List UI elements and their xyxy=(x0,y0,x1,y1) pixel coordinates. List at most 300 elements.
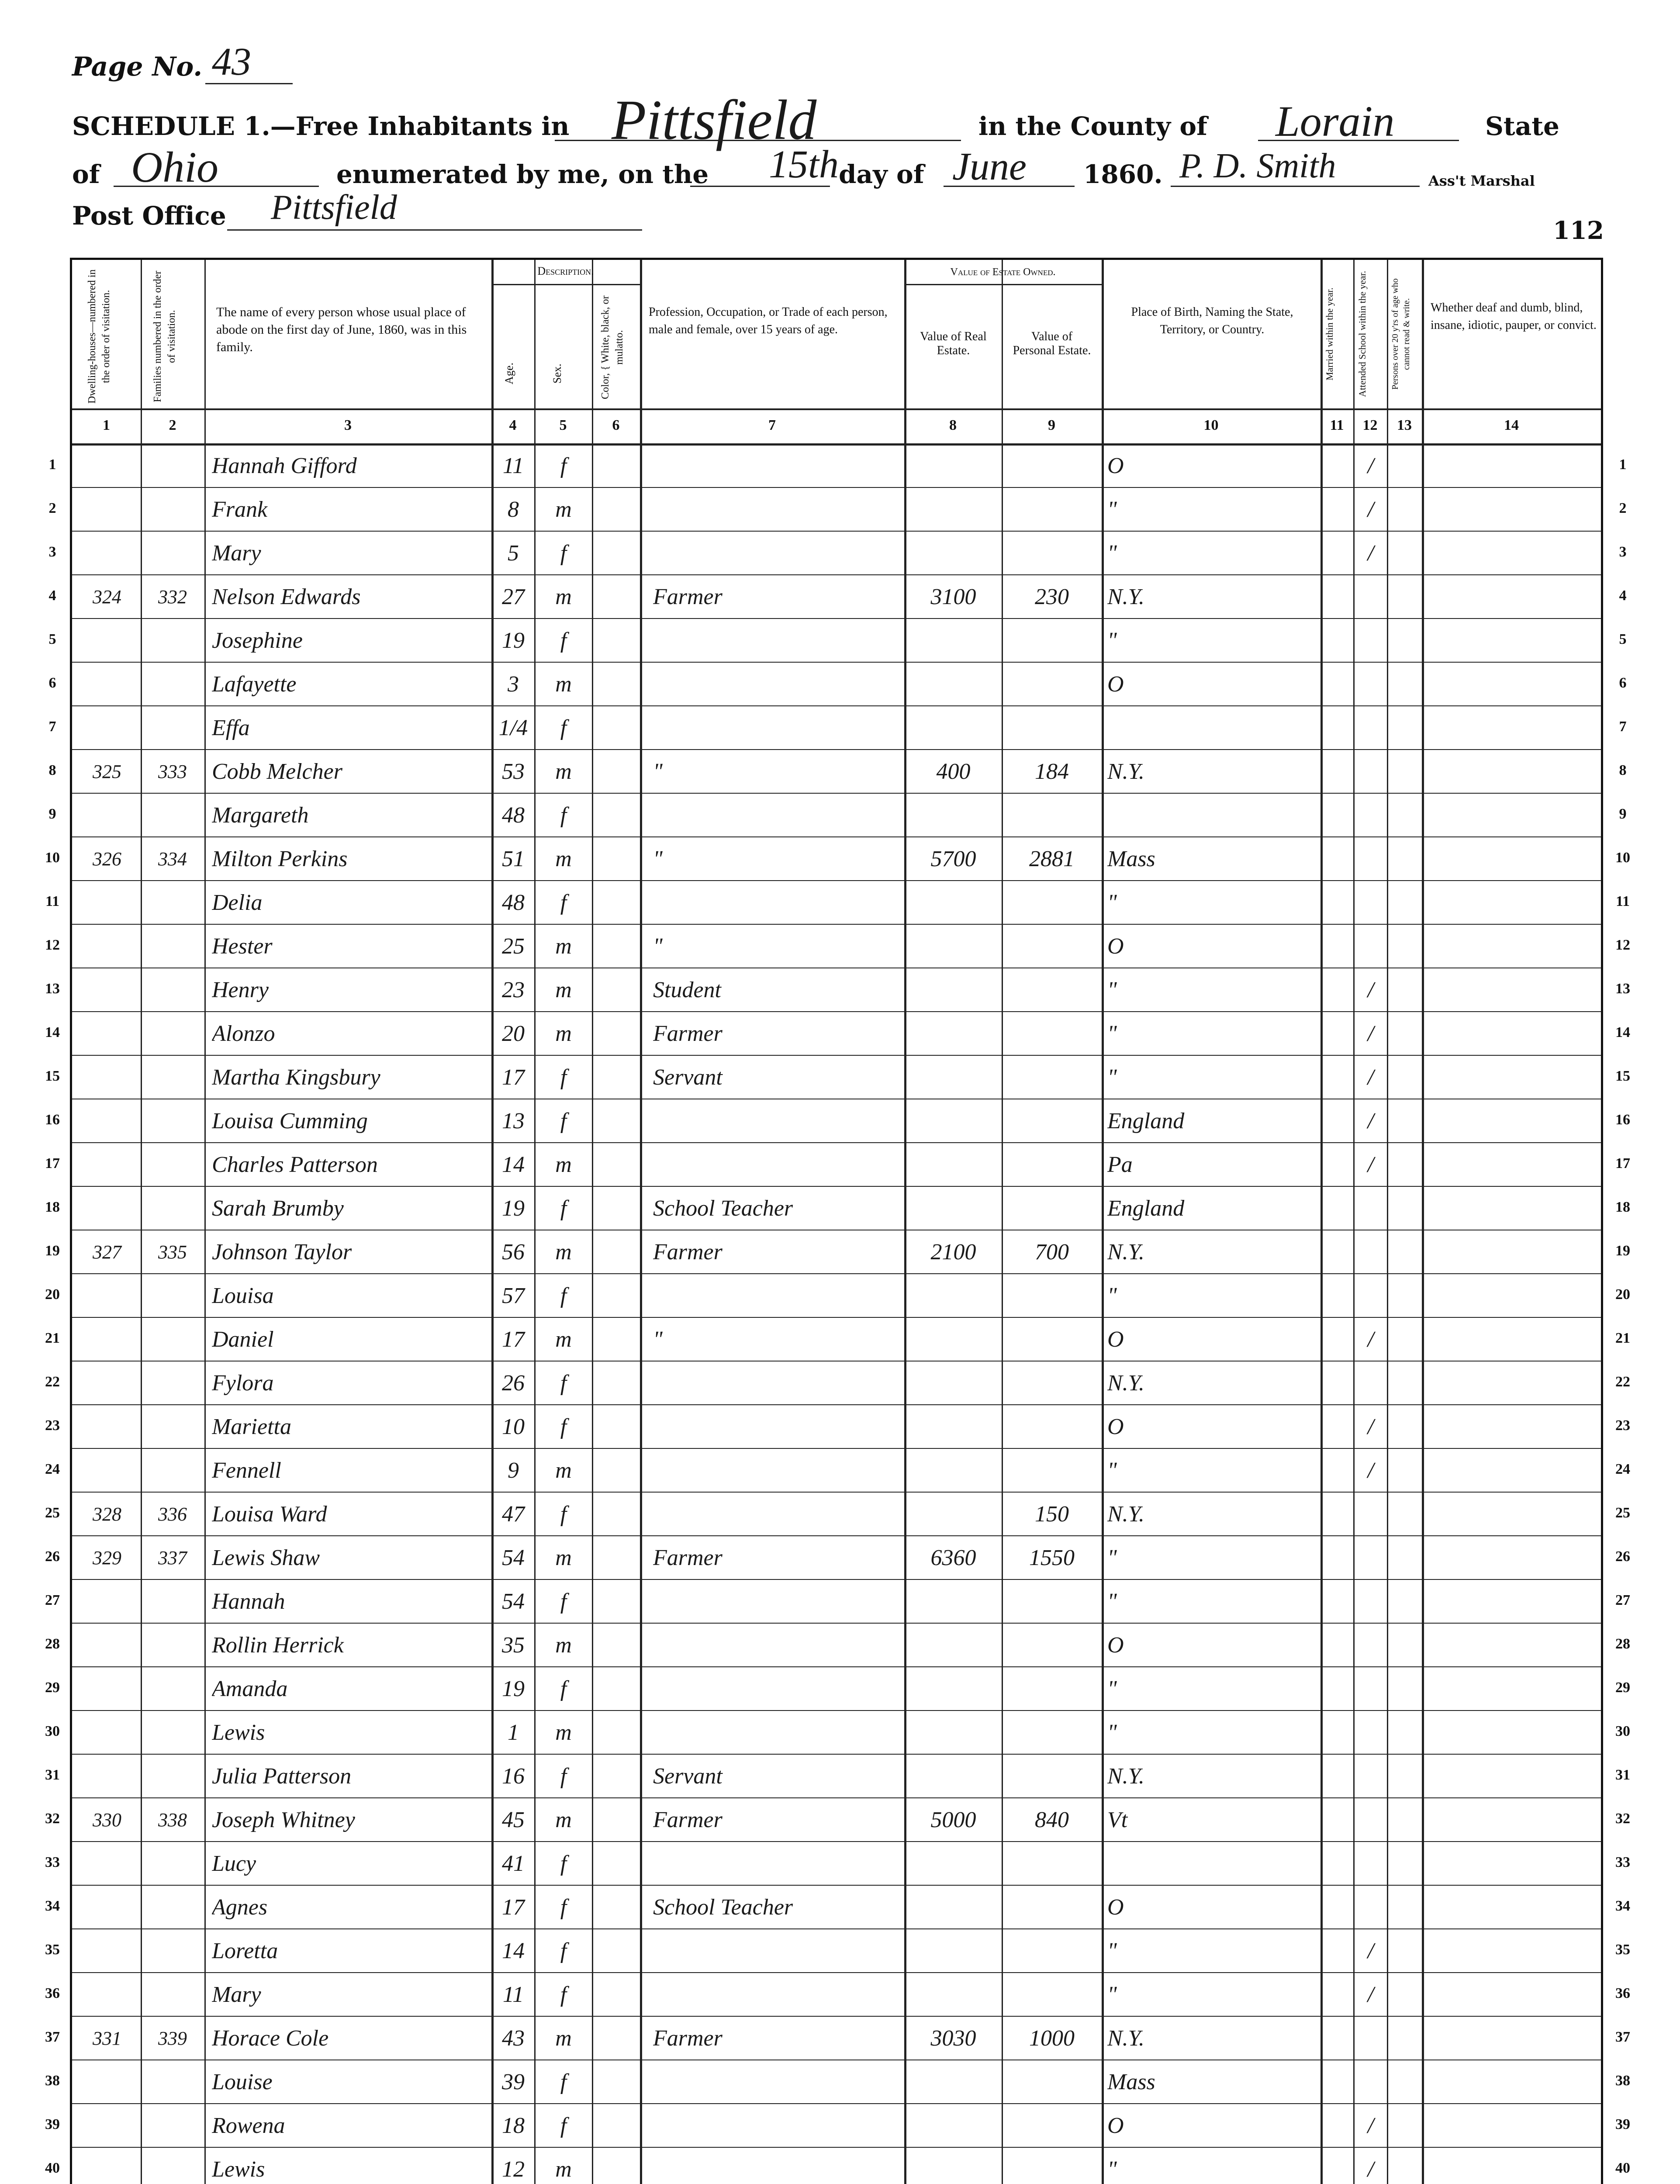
row-separator xyxy=(72,793,1601,794)
row-number-left: 4 xyxy=(48,587,56,604)
sex-value: f xyxy=(560,1065,567,1090)
page-number-underline xyxy=(205,83,293,84)
sex-value: m xyxy=(555,1327,572,1352)
family-number: 338 xyxy=(158,1809,187,1831)
row-separator xyxy=(72,1273,1601,1274)
dwelling-number: 324 xyxy=(93,586,121,608)
dwelling-number: 325 xyxy=(93,761,121,782)
row-number-right: 11 xyxy=(1615,893,1630,909)
occupation-value: Farmer xyxy=(653,2026,722,2051)
birthplace-value: O xyxy=(1107,1633,1124,1658)
person-name: Lafayette xyxy=(212,672,297,697)
sex-value: m xyxy=(555,1152,572,1177)
row-number-right: 17 xyxy=(1615,1155,1630,1171)
dwelling-number: 327 xyxy=(93,1241,121,1263)
header-value-estate: Value of Estate Owned. xyxy=(950,266,1056,278)
occupation-value: Student xyxy=(653,978,721,1002)
school-mark: / xyxy=(1367,497,1374,522)
row-separator xyxy=(72,1535,1601,1536)
enumeration-month: June xyxy=(952,145,1027,188)
age-value: 8 xyxy=(508,497,519,522)
person-name: Louisa Cumming xyxy=(212,1109,368,1133)
row-number-right: 20 xyxy=(1615,1286,1630,1303)
description-separator xyxy=(491,284,640,285)
sex-value: m xyxy=(555,672,572,697)
row-number-left: 7 xyxy=(48,719,56,735)
row-number-left: 6 xyxy=(48,675,56,691)
birthplace-value: " xyxy=(1107,1676,1117,1701)
header-family: Families numbered in the order of visitation. xyxy=(152,270,177,402)
row-number-left: 29 xyxy=(45,1679,60,1696)
personal-estate-value: 150 xyxy=(1035,1502,1069,1527)
birthplace-value: O xyxy=(1107,1414,1124,1439)
personal-estate-value: 230 xyxy=(1035,584,1069,609)
row-number-left: 3 xyxy=(48,544,56,560)
birthplace-value: " xyxy=(1107,628,1117,653)
sex-value: m xyxy=(555,1633,572,1658)
row-number-right: 31 xyxy=(1615,1767,1630,1783)
birthplace-value: " xyxy=(1107,1065,1117,1090)
birthplace-value: " xyxy=(1107,1939,1117,1963)
real-estate-value: 3030 xyxy=(930,2026,976,2051)
sex-value: f xyxy=(560,2113,567,2138)
col-divider xyxy=(204,260,206,2184)
enumeration-day: 15th xyxy=(769,143,839,186)
colnum-10: 10 xyxy=(1203,417,1219,433)
occupation-value: " xyxy=(653,759,663,784)
sex-value: f xyxy=(560,1939,567,1963)
birthplace-value: England xyxy=(1107,1109,1185,1133)
row-number-left: 11 xyxy=(45,893,60,909)
age-value: 41 xyxy=(502,1851,525,1876)
dwelling-number: 329 xyxy=(93,1547,121,1569)
header-personal-estate: Value of Personal Estate. xyxy=(1013,330,1091,357)
stamp-number: 112 xyxy=(1553,216,1604,245)
row-number-left: 2 xyxy=(48,500,56,516)
real-estate-value: 6360 xyxy=(930,1545,976,1570)
person-name: Henry xyxy=(212,978,269,1002)
birthplace-value: " xyxy=(1107,1021,1117,1046)
colnum-1: 1 xyxy=(103,417,110,433)
age-value: 19 xyxy=(502,1196,525,1221)
sex-value: f xyxy=(560,1676,567,1701)
age-value: 27 xyxy=(502,584,525,609)
birthplace-value: Mass xyxy=(1107,2070,1155,2094)
header-occupation: Profession, Occupation, or Trade of each person, male and female, over 15 years of age. xyxy=(649,305,888,336)
age-value: 16 xyxy=(502,1764,525,1789)
person-name: Fennell xyxy=(212,1458,281,1483)
personal-estate-value: 1550 xyxy=(1029,1545,1075,1570)
occupation-value: School Teacher xyxy=(653,1895,793,1920)
person-name: Amanda xyxy=(212,1676,288,1701)
row-separator xyxy=(72,836,1601,837)
birthplace-value: " xyxy=(1107,541,1117,566)
age-value: 17 xyxy=(502,1065,525,1090)
row-number-right: 28 xyxy=(1615,1636,1630,1652)
row-separator xyxy=(72,1492,1601,1493)
row-number-left: 17 xyxy=(45,1155,60,1171)
personal-estate-value: 1000 xyxy=(1029,2026,1075,2051)
personal-estate-value: 700 xyxy=(1035,1240,1069,1265)
real-estate-value: 5000 xyxy=(930,1807,976,1832)
row-number-left: 31 xyxy=(45,1767,60,1783)
person-name: Fylora xyxy=(212,1371,274,1396)
row-number-right: 30 xyxy=(1615,1723,1630,1739)
sex-value: m xyxy=(555,847,572,871)
birthplace-value: " xyxy=(1107,1982,1117,2007)
occupation-value: Farmer xyxy=(653,1545,722,1570)
age-value: 26 xyxy=(502,1371,525,1396)
school-mark: / xyxy=(1367,1414,1374,1439)
header-age: Age. xyxy=(503,363,515,384)
age-value: 56 xyxy=(502,1240,525,1265)
row-number-left: 21 xyxy=(45,1330,60,1346)
sex-value: f xyxy=(560,1196,567,1221)
family-number: 335 xyxy=(158,1241,187,1263)
row-number-left: 19 xyxy=(45,1243,60,1259)
sex-value: f xyxy=(560,1764,567,1789)
sex-value: f xyxy=(560,1589,567,1614)
row-separator xyxy=(72,1623,1601,1624)
sex-value: f xyxy=(560,1502,567,1527)
birthplace-value: " xyxy=(1107,890,1117,915)
value-estate-separator xyxy=(904,284,1102,285)
row-separator xyxy=(72,531,1601,532)
school-mark: / xyxy=(1367,1458,1374,1483)
sex-value: m xyxy=(555,2157,572,2182)
person-name: Martha Kingsbury xyxy=(212,1065,380,1090)
personal-estate-value: 840 xyxy=(1035,1807,1069,1832)
school-mark: / xyxy=(1367,453,1374,478)
row-separator xyxy=(72,2103,1601,2104)
col-divider xyxy=(1102,260,1104,2184)
person-name: Rollin Herrick xyxy=(212,1633,344,1658)
sex-value: f xyxy=(560,2070,567,2094)
colnum-12: 12 xyxy=(1362,417,1378,433)
age-value: 17 xyxy=(502,1895,525,1920)
sex-value: f xyxy=(560,628,567,653)
birthplace-value: N.Y. xyxy=(1107,584,1144,609)
personal-estate-value: 2881 xyxy=(1029,847,1075,871)
colnum-6: 6 xyxy=(612,417,620,433)
age-value: 1 xyxy=(508,1720,519,1745)
row-number-right: 38 xyxy=(1615,2073,1630,2089)
row-separator xyxy=(72,1841,1601,1842)
row-separator xyxy=(72,749,1601,750)
row-separator xyxy=(72,1928,1601,1929)
age-value: 11 xyxy=(502,1982,524,2007)
row-number-right: 22 xyxy=(1615,1374,1630,1390)
col-divider xyxy=(534,260,536,2184)
age-value: 54 xyxy=(502,1545,525,1570)
age-value: 11 xyxy=(502,453,524,478)
family-number: 333 xyxy=(158,761,187,782)
row-number-right: 13 xyxy=(1615,981,1630,997)
row-separator xyxy=(72,880,1601,881)
row-separator xyxy=(72,1404,1601,1405)
row-separator xyxy=(72,2147,1601,2148)
colnum-8: 8 xyxy=(949,417,957,433)
header-infirmities: Whether deaf and dumb, blind, insane, idiotic, pauper, or convict. xyxy=(1431,301,1597,332)
school-mark: / xyxy=(1367,1152,1374,1177)
row-separator xyxy=(72,1972,1601,1973)
dwelling-number: 326 xyxy=(93,848,121,870)
school-mark: / xyxy=(1367,1021,1374,1046)
state-label: State xyxy=(1485,111,1559,141)
header-birthplace: Place of Birth, Naming the State, Territory, or Country. xyxy=(1131,305,1293,336)
row-separator xyxy=(72,1186,1601,1187)
age-value: 3 xyxy=(508,672,519,697)
colnum-2: 2 xyxy=(169,417,176,433)
row-number-left: 18 xyxy=(45,1199,60,1215)
row-separator xyxy=(72,1448,1601,1449)
row-number-left: 13 xyxy=(45,981,60,997)
row-separator xyxy=(72,705,1601,706)
row-number-left: 16 xyxy=(45,1112,60,1128)
age-value: 23 xyxy=(502,978,525,1002)
sex-value: m xyxy=(555,1545,572,1570)
row-number-right: 26 xyxy=(1615,1548,1630,1565)
row-number-right: 21 xyxy=(1615,1330,1630,1346)
sex-value: m xyxy=(555,1458,572,1483)
school-mark: / xyxy=(1367,1327,1374,1352)
school-mark: / xyxy=(1367,1982,1374,2007)
row-number-right: 1 xyxy=(1619,456,1627,473)
row-number-left: 23 xyxy=(45,1417,60,1434)
occupation-value: Farmer xyxy=(653,1240,722,1265)
school-mark: / xyxy=(1367,1109,1374,1133)
occupation-value: " xyxy=(653,847,663,871)
col-divider xyxy=(1002,260,1003,2184)
age-value: 45 xyxy=(502,1807,525,1832)
post-office-name: Pittsfield xyxy=(271,188,397,227)
colnum-separator xyxy=(72,408,1601,410)
colnum-7: 7 xyxy=(768,417,776,433)
birthplace-value: " xyxy=(1107,497,1117,522)
person-name: Louisa Ward xyxy=(212,1502,327,1527)
col-divider xyxy=(1353,260,1355,2184)
row-number-left: 20 xyxy=(45,1286,60,1303)
real-estate-value: 3100 xyxy=(930,584,976,609)
row-number-right: 33 xyxy=(1615,1854,1630,1870)
sex-value: f xyxy=(560,1283,567,1308)
row-number-left: 24 xyxy=(45,1461,60,1477)
age-value: 43 xyxy=(502,2026,525,2051)
person-name: Horace Cole xyxy=(212,2026,329,2051)
age-value: 14 xyxy=(502,1939,525,1963)
age-value: 48 xyxy=(502,890,525,915)
row-number-left: 37 xyxy=(45,2029,60,2045)
sex-value: f xyxy=(560,1982,567,2007)
sex-value: f xyxy=(560,1109,567,1133)
age-value: 25 xyxy=(502,934,525,959)
birthplace-value: Mass xyxy=(1107,847,1155,871)
person-name: Hannah xyxy=(212,1589,285,1614)
sex-value: f xyxy=(560,1895,567,1920)
colnum-13: 13 xyxy=(1397,417,1412,433)
col-divider xyxy=(640,260,642,2184)
person-name: Frank xyxy=(212,497,268,522)
post-office-underline xyxy=(227,229,642,231)
age-value: 53 xyxy=(502,759,525,784)
row-separator xyxy=(72,1361,1601,1362)
dwelling-number: 328 xyxy=(93,1503,121,1525)
person-name: Louise xyxy=(212,2070,273,2094)
person-name: Rowena xyxy=(212,2113,285,2138)
row-number-left: 12 xyxy=(45,937,60,953)
row-number-right: 16 xyxy=(1615,1112,1630,1128)
occupation-value: " xyxy=(653,1327,663,1352)
colnum-3: 3 xyxy=(344,417,352,433)
of-label: of xyxy=(72,159,100,189)
row-number-right: 36 xyxy=(1615,1985,1630,2001)
col-divider xyxy=(592,260,593,2184)
occupation-value: Farmer xyxy=(653,1807,722,1832)
person-name: Agnes xyxy=(212,1895,268,1920)
birthplace-value: O xyxy=(1107,1327,1124,1352)
school-mark: / xyxy=(1367,2113,1374,2138)
age-value: 5 xyxy=(508,541,519,566)
row-number-right: 6 xyxy=(1619,675,1627,691)
person-name: Delia xyxy=(212,890,263,915)
row-number-right: 18 xyxy=(1615,1199,1630,1215)
birthplace-value: O xyxy=(1107,1895,1124,1920)
person-name: Margareth xyxy=(212,803,309,828)
marshal-underline xyxy=(1171,186,1420,187)
row-number-left: 26 xyxy=(45,1548,60,1565)
row-number-left: 30 xyxy=(45,1723,60,1739)
row-separator xyxy=(72,1011,1601,1012)
page-label: Page No. xyxy=(72,52,203,82)
sex-value: m xyxy=(555,759,572,784)
row-number-right: 3 xyxy=(1619,544,1627,560)
person-name: Sarah Brumby xyxy=(212,1196,344,1221)
age-value: 10 xyxy=(502,1414,525,1439)
person-name: Nelson Edwards xyxy=(212,584,361,609)
enumeration-year: 1860. xyxy=(1083,159,1163,189)
row-number-left: 1 xyxy=(48,456,56,473)
age-value: 19 xyxy=(502,1676,525,1701)
row-number-left: 40 xyxy=(45,2160,60,2176)
birthplace-value: " xyxy=(1107,2157,1117,2182)
census-ledger xyxy=(45,258,1630,2184)
personal-estate-value: 184 xyxy=(1035,759,1069,784)
row-number-left: 8 xyxy=(48,762,56,778)
row-number-right: 19 xyxy=(1615,1243,1630,1259)
colnum-9: 9 xyxy=(1048,417,1055,433)
occupation-value: School Teacher xyxy=(653,1196,793,1221)
school-mark: / xyxy=(1367,2157,1374,2182)
birthplace-value: " xyxy=(1107,1458,1117,1483)
sex-value: m xyxy=(555,1807,572,1832)
sex-value: f xyxy=(560,453,567,478)
header-real-estate: Value of Real Estate. xyxy=(920,330,987,357)
occupation-value: Farmer xyxy=(653,584,722,609)
row-number-right: 15 xyxy=(1615,1068,1630,1084)
row-number-right: 34 xyxy=(1615,1898,1630,1914)
row-number-left: 38 xyxy=(45,2073,60,2089)
person-name: Effa xyxy=(212,715,250,740)
day-underline xyxy=(690,186,830,187)
age-value: 48 xyxy=(502,803,525,828)
person-name: Lucy xyxy=(212,1851,256,1876)
school-mark: / xyxy=(1367,541,1374,566)
family-number: 334 xyxy=(158,848,187,870)
row-number-right: 25 xyxy=(1615,1505,1630,1521)
age-value: 18 xyxy=(502,2113,525,2138)
row-number-left: 25 xyxy=(45,1505,60,1521)
post-office-label: Post Office xyxy=(72,201,226,231)
day-of-label: day of xyxy=(839,159,924,189)
row-separator xyxy=(72,1142,1601,1143)
row-number-right: 10 xyxy=(1615,850,1630,866)
sex-value: f xyxy=(560,890,567,915)
county-underline xyxy=(1258,140,1459,141)
sex-value: f xyxy=(560,1371,567,1396)
person-name: Lewis Shaw xyxy=(212,1545,320,1570)
age-value: 13 xyxy=(502,1109,525,1133)
row-separator xyxy=(72,487,1601,488)
dwelling-number: 330 xyxy=(93,1809,121,1831)
row-separator xyxy=(72,924,1601,925)
occupation-value: Servant xyxy=(653,1764,722,1789)
row-separator xyxy=(72,1797,1601,1798)
row-number-left: 9 xyxy=(48,806,56,822)
colnum-5: 5 xyxy=(559,417,567,433)
age-value: 17 xyxy=(502,1327,525,1352)
row-number-right: 35 xyxy=(1615,1942,1630,1958)
person-name: Hester xyxy=(212,934,273,959)
person-name: Julia Patterson xyxy=(212,1764,352,1789)
family-number: 337 xyxy=(158,1547,187,1569)
row-number-right: 24 xyxy=(1615,1461,1630,1477)
birthplace-value: N.Y. xyxy=(1107,2026,1144,2051)
family-number: 336 xyxy=(158,1503,187,1525)
person-name: Josephine xyxy=(212,628,303,653)
header-color: Color, { White, black, or mulatto. xyxy=(600,295,625,399)
school-mark: / xyxy=(1367,978,1374,1002)
occupation-value: Servant xyxy=(653,1065,722,1090)
row-number-right: 27 xyxy=(1615,1592,1630,1608)
marshal-label: Ass't Marshal xyxy=(1428,173,1535,189)
birthplace-value: O xyxy=(1107,453,1124,478)
row-number-right: 7 xyxy=(1619,719,1627,735)
occupation-value: Farmer xyxy=(653,1021,722,1046)
col-divider xyxy=(904,260,906,2184)
row-separator xyxy=(72,1579,1601,1580)
row-number-left: 22 xyxy=(45,1374,60,1390)
row-number-right: 2 xyxy=(1619,500,1627,516)
row-separator xyxy=(72,618,1601,619)
col-divider xyxy=(1387,260,1388,2184)
age-value: 51 xyxy=(502,847,525,871)
person-name: Lewis xyxy=(212,1720,265,1745)
header-illiterate: Persons over 20 y'rs of age who cannot read & write. xyxy=(1390,278,1411,390)
row-number-right: 37 xyxy=(1615,2029,1630,2045)
sex-value: f xyxy=(560,1851,567,1876)
person-name: Mary xyxy=(212,1982,261,2007)
col-divider xyxy=(1422,260,1424,2184)
township-name: Pittsfield xyxy=(612,89,817,152)
county-name: Lorain xyxy=(1276,97,1395,145)
row-number-left: 15 xyxy=(45,1068,60,1084)
age-value: 47 xyxy=(502,1502,525,1527)
birthplace-value: " xyxy=(1107,1589,1117,1614)
header-bottom-line xyxy=(72,443,1601,446)
header-name: The name of every person whose usual place of abode on the first day of June, 1860, was in this family. xyxy=(216,305,467,354)
birthplace-value: " xyxy=(1107,1720,1117,1745)
sex-value: f xyxy=(560,1414,567,1439)
